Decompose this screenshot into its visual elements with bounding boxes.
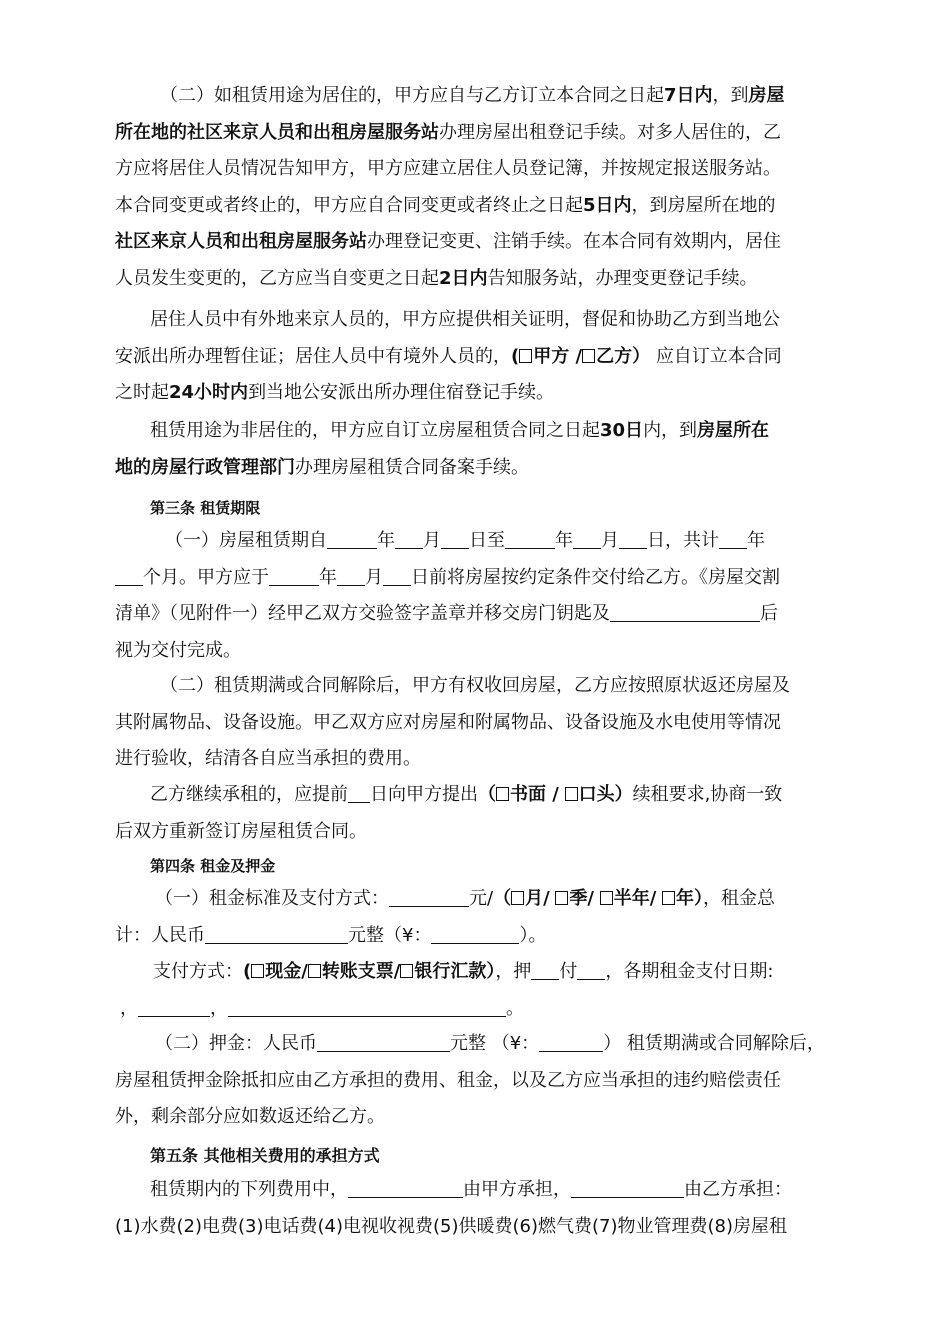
blank-end-day[interactable] [619,530,647,549]
article-4-payment: 支付方式：( 现金/ 转账支票/ 银行汇款），押 付 ，各期租金支付日期: ， ， 。 [120,961,774,1019]
article-4-heading: 第四条 租金及押金 [150,857,276,875]
blank-handover-items[interactable] [610,603,760,622]
blank-deposit-months[interactable] [531,961,559,980]
blank-pay-date-2[interactable] [228,998,506,1017]
checkbox-cash[interactable] [251,964,264,978]
blank-delivery-year[interactable] [269,567,319,586]
checkbox-party-a[interactable] [519,349,532,363]
clause-residential-registration: （二）如租赁用途为居住的，甲方应自与乙方订立本合同之日起7日内，到房屋 所在地的社区来京人员和出租房屋服务站办理房屋出租登记手续。对多人居住的，乙 方应将居住人员情况告知甲方，甲方应建立居住人员登记簿，并按规定报送服务站。 本合同变更或者终止的，甲方应自合同变更或者终止之日起5日内，到房屋所在地的 社区来京人员和出租房屋服务站办理登记变更、注销手续。在本合同有效期内，居住 人员发生变更的，乙方应当自变更之日起2日内告知服务站，办理变更登记手续。 [115,85,785,289]
blank-rent-total-figures[interactable] [431,925,519,944]
blank-fees-tenant[interactable] [571,1179,684,1198]
checkbox-quarterly[interactable] [555,891,568,905]
blank-rent-amount[interactable] [389,888,469,907]
checkbox-bank-remittance[interactable] [400,964,413,978]
blank-deposit-words[interactable] [317,1033,450,1052]
article-3-renewal: 乙方继续承租的，应提前 日向甲方提出（ 书面 / 口头）续租要求,协商一致 后双方重新签订房屋租赁合同。 [115,784,783,842]
blank-total-years[interactable] [719,530,747,549]
clause-non-residential: 租赁用途为非居住的，甲方应自订立房屋租赁合同之日起30日内，到房屋所在 地的房屋行政管理部门办理房屋租赁合同备案手续。 [115,420,770,478]
blank-notice-days[interactable] [348,784,370,803]
blank-delivery-day[interactable] [383,567,411,586]
checkbox-party-b[interactable] [582,349,595,363]
blank-end-year[interactable] [505,530,555,549]
blank-end-month[interactable] [573,530,601,549]
article-5-heading: 第五条 其他相关费用的承担方式 [150,1146,380,1165]
blank-start-month[interactable] [395,530,423,549]
checkbox-yearly[interactable] [662,891,675,905]
article-4-rent: （一）租金标准及支付方式： 元/（ 月/ 季/ 半年/ 年），租金总 计：人民币 元整（¥： ）。 [115,888,776,946]
blank-fees-landlord[interactable] [348,1179,463,1198]
blank-start-year[interactable] [327,530,377,549]
article-3-term: （一）房屋租赁期自 年 月 日至 年 月 日，共计 年 个月。甲方应于 年 月 日前将房屋按约定条件交付给乙方。《房屋交割 清单》（见附件一）经甲乙双方交验签字盖章并移交房门钥匙及 后 视为交付完成。 [115,530,780,661]
article-5-fees: 租赁期内的下列费用中， 由甲方承担， 由乙方承担： (1)水费(2)电费(3)电话费(4)电视收视费(5)供暖费(6)燃气费(7)物业管理费(8)房屋租 [115,1179,792,1237]
blank-delivery-month[interactable] [337,567,365,586]
checkbox-monthly[interactable] [511,891,524,905]
blank-start-day[interactable] [441,530,469,549]
article-3-heading: 第三条 租赁期限 [150,499,261,517]
blank-pay-date-1[interactable] [138,998,210,1017]
clause-outside-residents: 居住人员中有外地来京人员的，甲方应提供相关证明，督促和协助乙方到当地公 安派出所办理暂住证；居住人员中有境外人员的，( 甲方 / 乙方） 应自订立本合同 之时起24小时内到当地公安派出所办理住宿登记手续。 [115,309,782,403]
blank-total-months[interactable] [115,567,143,586]
blank-deposit-figures[interactable] [539,1033,603,1052]
blank-pay-months[interactable] [577,961,605,980]
checkbox-transfer-check[interactable] [308,964,321,978]
article-3-return: （二）租赁期满或合同解除后，甲方有权收回房屋，乙方应按照原状返还房屋及 其附属物品、设备设施。甲乙双方应对房屋和附属物品、设备设施及水电使用等情况 进行验收，结清各自应当承担的费用。 [115,675,790,769]
blank-rent-total-words[interactable] [205,925,348,944]
checkbox-oral[interactable] [565,787,578,801]
checkbox-written[interactable] [496,787,509,801]
checkbox-half-year[interactable] [600,891,613,905]
article-4-deposit: （二）押金：人民币 元整 （¥： ） 租赁期满或合同解除后， 房屋租赁押金除抵扣应由乙方承担的费用、租金，以及乙方应当承担的违约赔偿责任 外，剩余部分应如数返还给乙方。 [115,1033,825,1127]
